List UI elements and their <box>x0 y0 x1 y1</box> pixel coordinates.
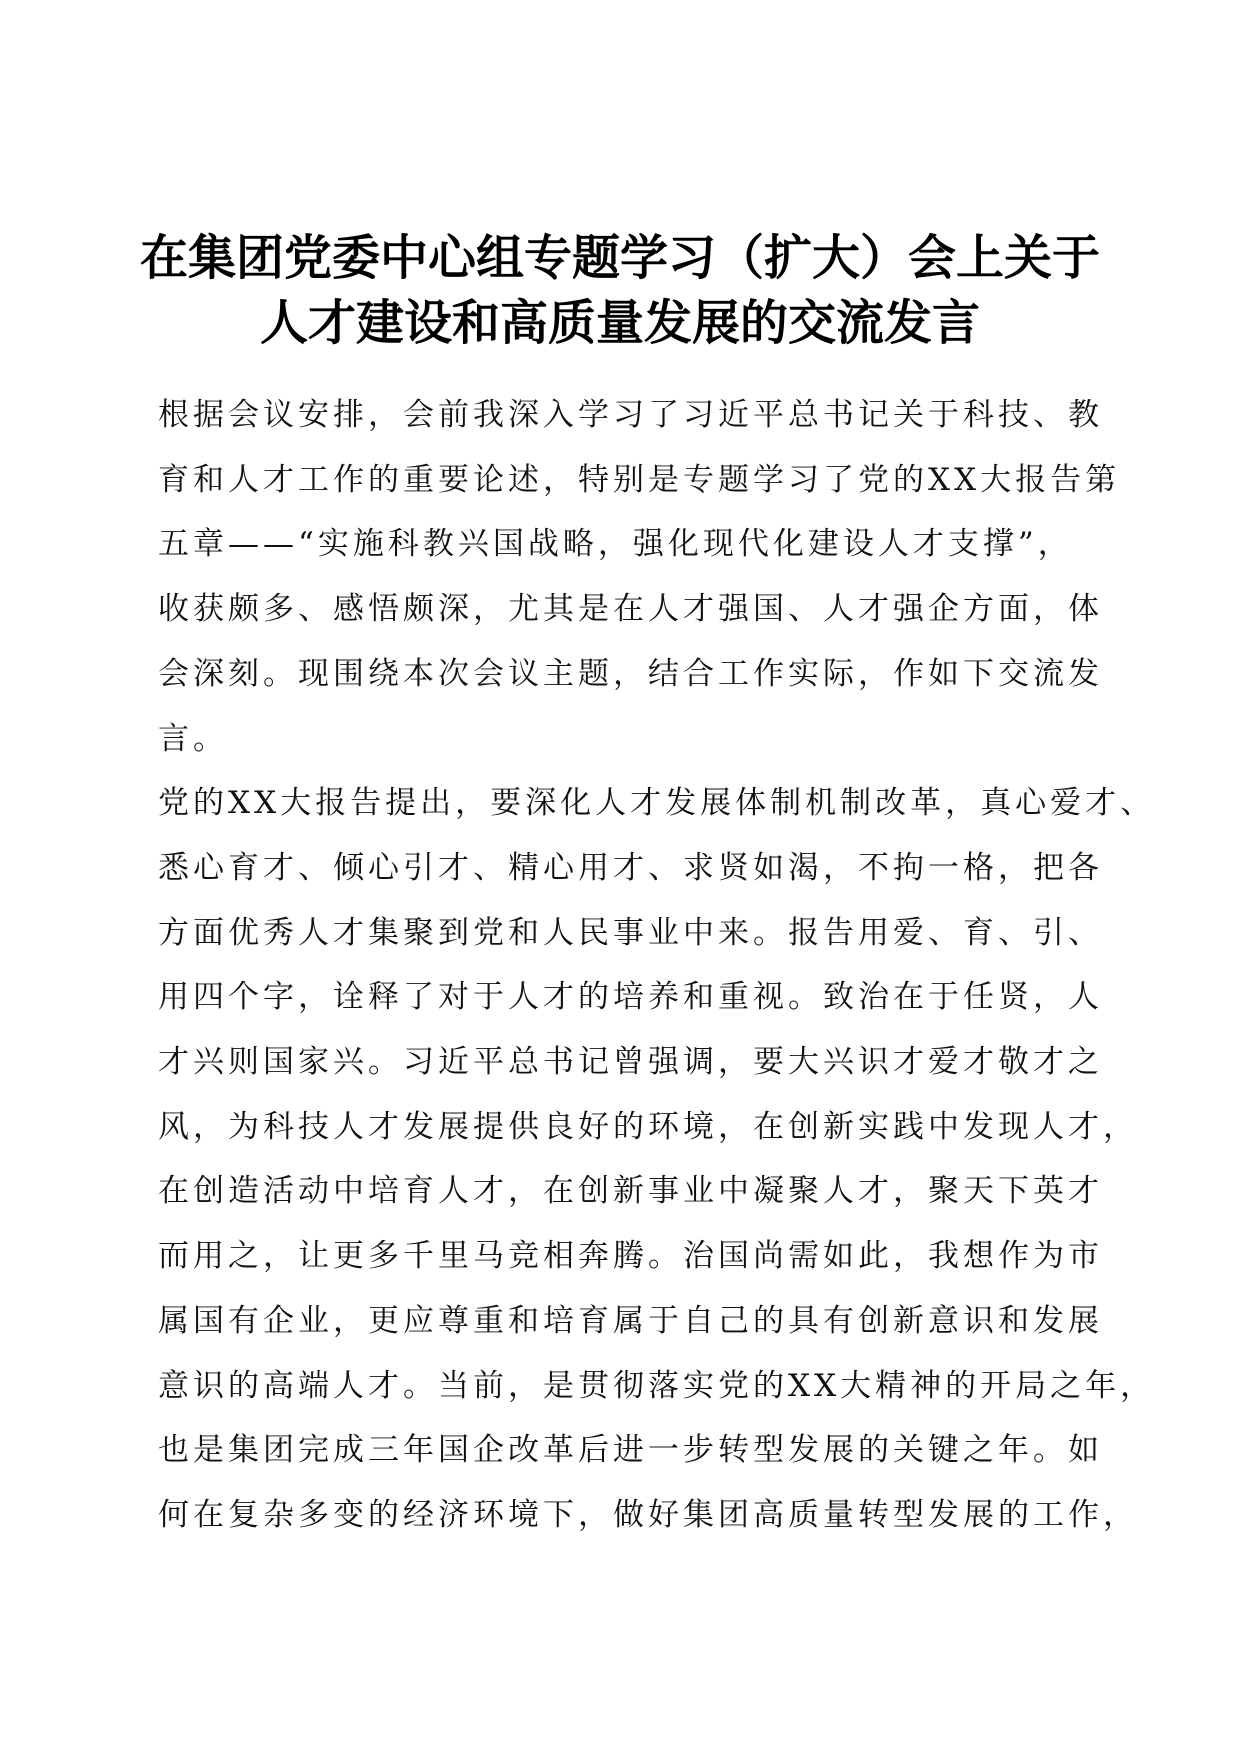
title-line-2: 人才建设和高质量发展的交流发言 <box>259 295 980 351</box>
text-line: 会深刻。现围绕本次会议主题，结合工作实际，作如下交流发 <box>158 655 1103 692</box>
title-line-1: 在集团党委中心组专题学习（扩大）会上关于 <box>139 230 1100 286</box>
text-line: 意识的高端人才。当前，是贯彻落实党的XX大精神的开局之年， <box>158 1367 1156 1404</box>
text-line: 收获颇多、感悟颇深，尤其是在人才强国、人才强企方面，体 <box>158 591 1103 628</box>
text-line: 属国有企业，更应尊重和培育属于自己的具有创新意识和发展 <box>158 1302 1103 1339</box>
document-body <box>158 383 1156 1548</box>
paragraph-2 <box>158 771 1156 1547</box>
text-line: 才兴则国家兴。习近平总书记曾强调，要大兴识才爱才敬才之 <box>158 1044 1103 1081</box>
paragraph-1 <box>158 383 1121 771</box>
text-line: 党的XX大报告提出，要深化人才发展体制机制改革，真心爱才、 <box>158 785 1156 822</box>
text-line: 根据会议安排，会前我深入学习了习近平总书记关于科技、教 <box>158 397 1103 433</box>
text-line: 而用之，让更多千里马竞相奔腾。治国尚需如此，我想作为市 <box>158 1238 1103 1275</box>
text-line: 育和人才工作的重要论述，特别是专题学习了党的XX大报告第 <box>158 461 1121 498</box>
text-line: 悉心育才、倾心引才、精心用才、求贤如渴，不拘一格，把各 <box>158 849 1103 886</box>
text-line: 在创造活动中培育人才，在创新事业中凝聚人才，聚天下英才 <box>158 1173 1103 1210</box>
text-line: 方面优秀人才集聚到党和人民事业中来。报告用爱、育、引、 <box>158 914 1103 951</box>
text-line: 何在复杂多变的经济环境下，做好集团高质量转型发展的工作， <box>158 1496 1138 1533</box>
text-line: 五章——“实施科教兴国战略，强化现代化建设人才支撑”， <box>158 526 1073 563</box>
text-line: 用四个字，诠释了对于人才的培养和重视。致治在于任贤，人 <box>158 979 1103 1016</box>
text-line: 言。 <box>158 720 228 757</box>
text-line: 风，为科技人才发展提供良好的环境，在创新实践中发现人才， <box>158 1108 1138 1145</box>
text-line: 也是集团完成三年国企改革后进一步转型发展的关键之年。如 <box>158 1432 1103 1469</box>
document-title <box>120 226 1120 356</box>
